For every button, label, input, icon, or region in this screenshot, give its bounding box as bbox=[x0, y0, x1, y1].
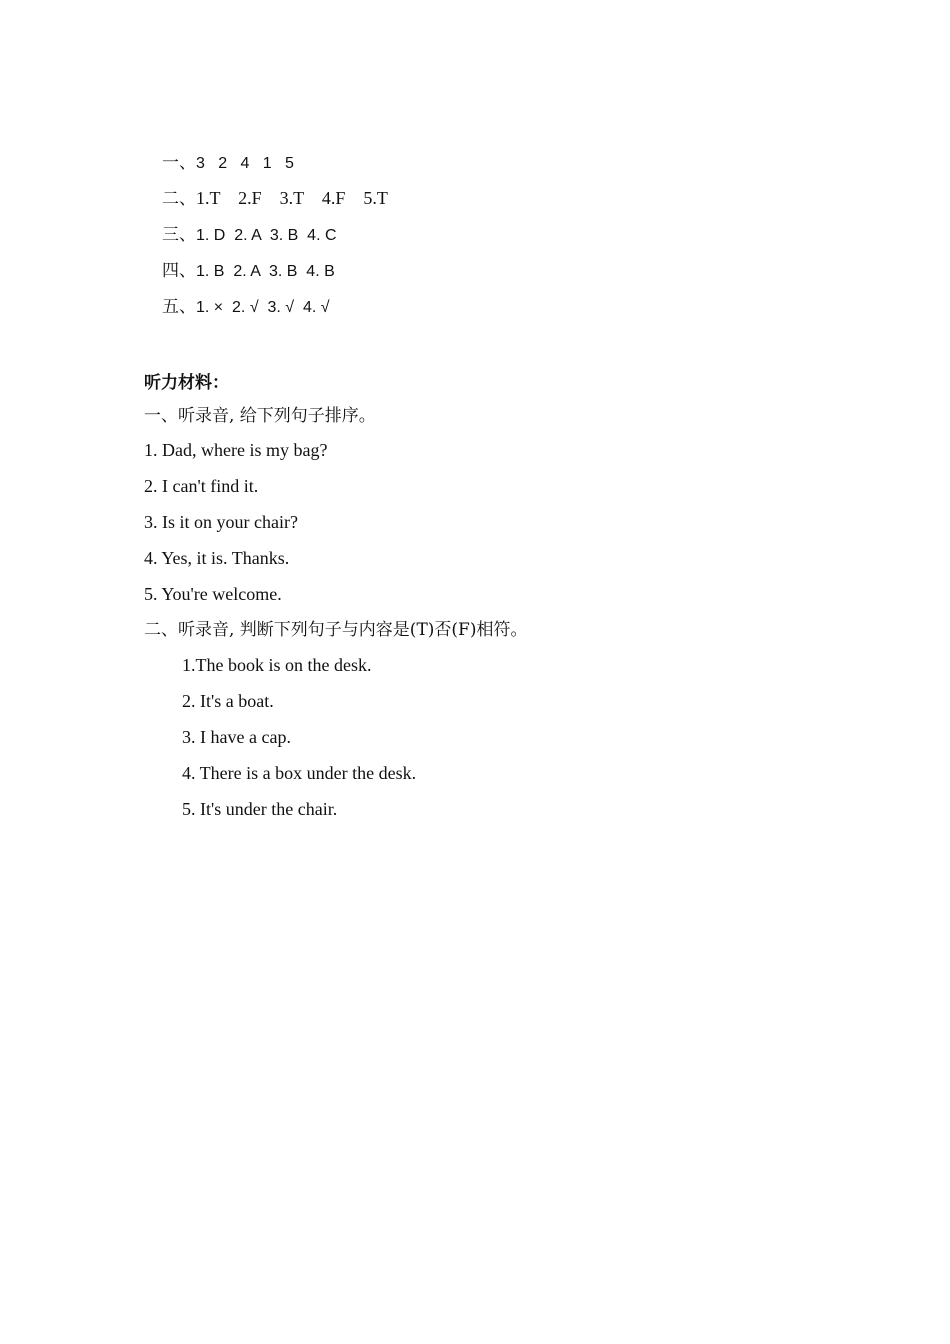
answer-text: 1. × 2. √ 3. √ 4. √ bbox=[196, 299, 330, 316]
answer-text: 1. D 2. A 3. B 4. C bbox=[196, 227, 337, 244]
answer-number: 五、 bbox=[162, 297, 196, 317]
listening-heading: 听力材料： bbox=[144, 373, 229, 393]
part1-instruction: 一、听录音, 给下列句子排序。 bbox=[144, 406, 376, 426]
answer-text: 3 2 4 1 5 bbox=[196, 155, 294, 172]
answer-number: 三、 bbox=[162, 225, 196, 245]
answer-number: 二、 bbox=[162, 189, 196, 209]
part2-instruction: 二、听录音, 判断下列句子与内容是(T)否(F)相符。 bbox=[144, 620, 528, 640]
part1-item: 3. Is it on your chair? bbox=[144, 512, 298, 532]
part2-item: 5. It's under the chair. bbox=[182, 799, 338, 819]
part2-item: 1.The book is on the desk. bbox=[182, 655, 372, 675]
part1-item: 1. Dad, where is my bag? bbox=[144, 440, 328, 460]
part1-item: 4. Yes, it is. Thanks. bbox=[144, 548, 290, 568]
part2-item: 4. There is a box under the desk. bbox=[182, 763, 417, 783]
part1-item: 5. You're welcome. bbox=[144, 584, 282, 604]
answer-number: 一、 bbox=[162, 153, 196, 173]
part2-item: 2. It's a boat. bbox=[182, 691, 274, 711]
answer-line-5 bbox=[144, 270, 330, 344]
part2-item: 3. I have a cap. bbox=[182, 727, 291, 747]
answer-text: 1. B 2. A 3. B 4. B bbox=[196, 263, 335, 280]
answer-number: 四、 bbox=[162, 261, 196, 281]
answer-text: 1.T 2.F 3.T 4.F 5.T bbox=[196, 188, 388, 208]
part1-item: 2. I can't find it. bbox=[144, 476, 259, 496]
